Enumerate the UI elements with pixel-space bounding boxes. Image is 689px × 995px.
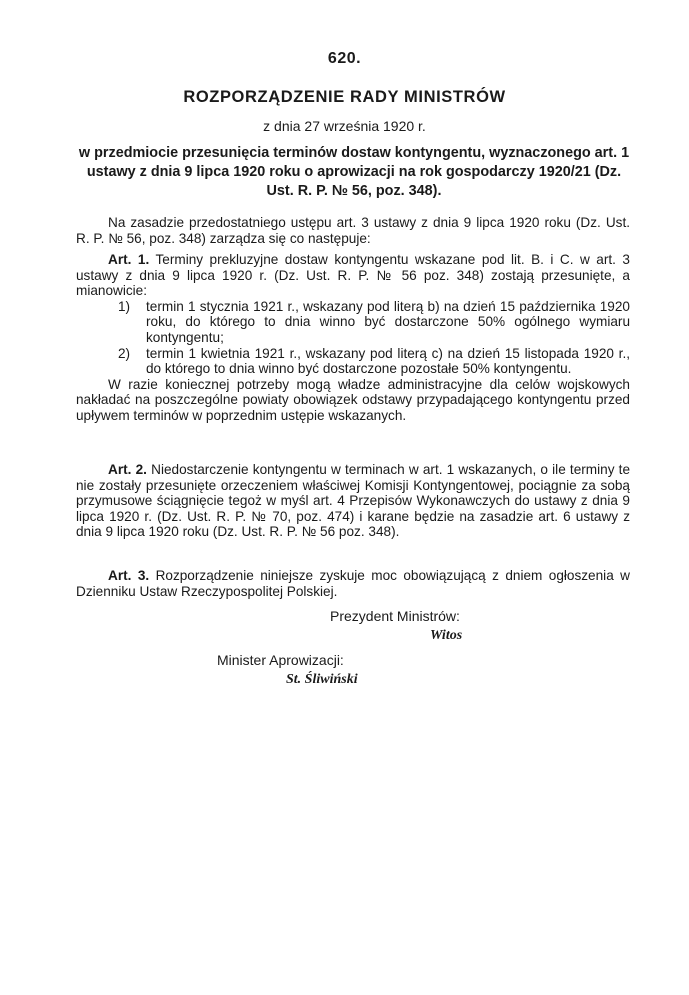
document-title: ROZPORZĄDZENIE RADY MINISTRÓW: [183, 88, 506, 106]
art1-closing: W razie koniecznej potrzeby mogą władze administracyjne dla celów wojskowych nakładać na poszczególne powiaty obowiązek odstawy przypadającego kontyngentu przed upływem terminów w poprzednim ustępie wskazanych.: [76, 376, 630, 423]
art1-intro: Terminy prekluzyjne dostaw kontyngentu wskazane pod lit. B. i C. w art. 3 ustawy z dnia 9 lipca 1920 r. (Dz. Ust. R. P. № 56 poz. 348) zostają przesunięte, a mianowicie:: [76, 252, 630, 299]
subject-heading: w przedmiocie przesunięcia terminów dostaw kontyngentu, wyznaczonego art. 1 ustawy z dnia 9 lipca 1920 roku o aprowizacji na rok gospodarczy 1920/21 (Dz. Ust. R. P. № 56, poz. 348).: [78, 145, 630, 199]
art1-item-2-text: termin 1 kwietnia 1921 r., wskazany pod literą c) na dzień 15 listopada 1920 r., do którego to dnia winno być dostarczone pozostałe 50% kontyngentu.: [146, 345, 630, 377]
art1-intro-paragraph: [76, 252, 630, 299]
signature-name-prime-minister: Witos: [430, 628, 463, 643]
art2-label: Art. 2.: [108, 462, 147, 477]
signature-role-minister: Minister Aprowizacji:: [217, 652, 344, 668]
art1-item-1-number: 1): [118, 298, 131, 314]
art3-text: Rozporządzenie niniejsze zyskuje moc obowiązującą z dniem ogłoszenia w Dzienniku Ustaw Rzeczypospolitej Polskiej.: [76, 568, 630, 599]
article-2: [76, 462, 630, 540]
art2-text: Niedostarczenie kontyngentu w terminach w art. 1 wskazanych, o ile terminy te nie zostały przesunięte orzeczeniem właściwej Komisji Kontyngentowej, pociągnie za sobą przymusowe ściągnięcie tegoż w myśl art. 4 Przepisów Wykonawczych do ustawy z dnia 9 lipca 1920 r. (Dz. Ust. R. P. № 70, poz. 474) i karane będzie na zasadzie art. 6 ustawy z dnia 9 lipca 1920 roku (Dz. Ust. R. P. № 56 poz. 348).: [76, 462, 631, 540]
art1-item-1-text: termin 1 stycznia 1921 r., wskazany pod literą b) na dzień 15 października 1920 roku, do którego to dnia winno być dostarczone 50% ogólnego wymiaru kontyngentu;: [146, 298, 630, 345]
article-3: [76, 568, 630, 599]
document-number: 620.: [327, 50, 362, 67]
preamble: Na zasadzie przedostatniego ustępu art. 3 ustawy z dnia 9 lipca 1920 roku (Dz. Ust. R. P. № 56, poz. 348) zarządza się co następuje:: [76, 215, 630, 246]
art3-label: Art. 3.: [108, 568, 150, 583]
signature-name-minister: St. Śliwiński: [286, 672, 358, 687]
art1-item-2: [76, 346, 630, 377]
preamble-block: [76, 215, 630, 246]
art1-label: Art. 1.: [108, 252, 150, 267]
date-line: z dnia 27 września 1920 r.: [263, 118, 426, 134]
art1-item-2-number: 2): [118, 345, 131, 361]
article-1: [76, 252, 630, 424]
art1-item-1: [76, 299, 630, 346]
signature-role-prime-minister: Prezydent Ministrów:: [330, 608, 460, 624]
